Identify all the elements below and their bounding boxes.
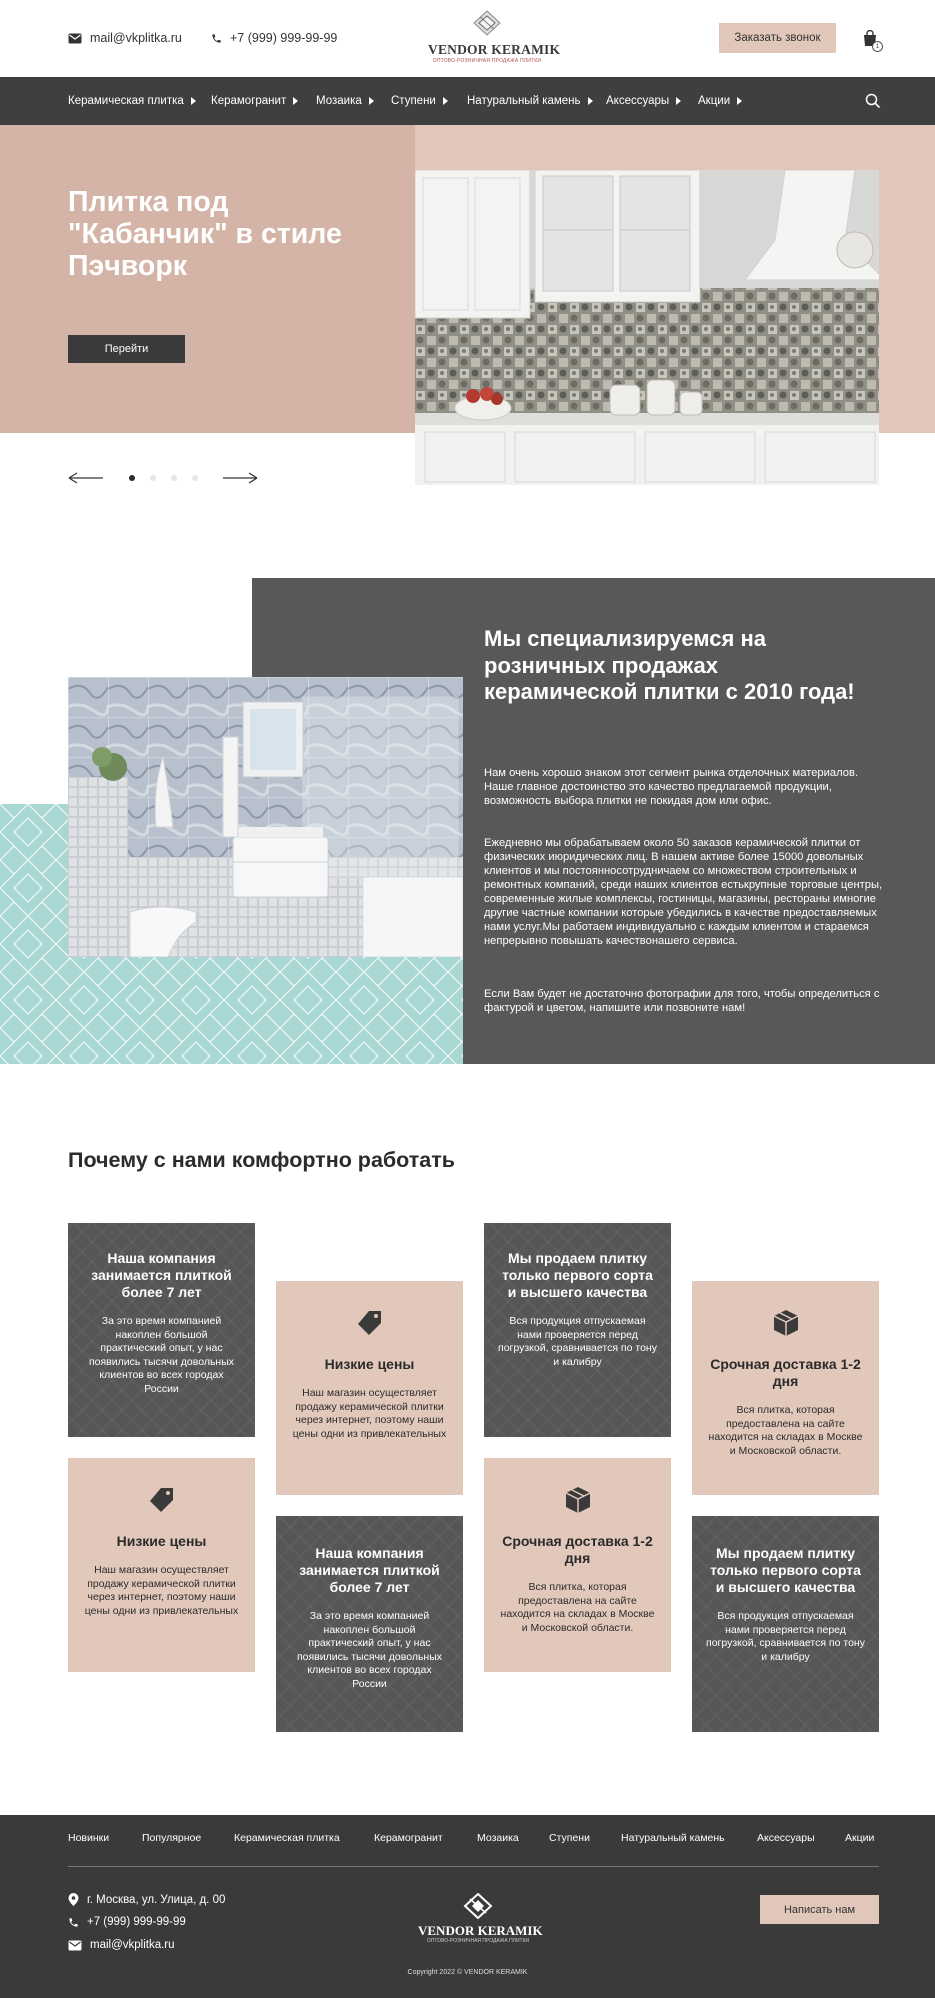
feature-card-text: Наш магазин осуществляет продажу керамической плитки через интернет, поэтому наши цены одни из привлекательных [84,1564,239,1617]
logo-name: VENDOR KERAMIK [428,42,561,57]
footer-link-promotions[interactable]: Акции [845,1832,875,1844]
footer-phone[interactable] [68,1916,186,1928]
footer-email-text[interactable]: mail@vkplitka.ru [90,1939,175,1951]
feature-card-quality [484,1223,671,1437]
footer-link-popular[interactable]: Популярное [142,1832,202,1844]
nav-item-label: Керамогранит [211,95,287,107]
logo-mark-icon [461,1893,495,1919]
nav-item-label: Ступени [391,95,436,107]
feature-card-text: Вся продукция отпускаемая нами проверяется перед погрузкой, сравнивается по тону и калибру [498,1315,657,1368]
nav-item-mosaic[interactable] [316,77,374,125]
main-nav [0,77,935,125]
footer-divider [68,1866,879,1867]
feature-card-title: Наша компания занимается плиткой более 7 лет [91,1250,232,1300]
logo-subtitle: ОПТОВО-РОЗНИЧНАЯ ПРОДАЖА ПЛИТКИ [432,58,542,64]
why-section-title: Почему с нами комфортно работать [68,1148,456,1172]
feature-card-text: Наш магазин осуществляет продажу керамической плитки через интернет, поэтому наши цены одни из привлекательных [292,1387,447,1440]
footer-address-text: г. Москва, ул. Улица, д. 00 [87,1893,226,1906]
mail-icon [68,33,82,44]
price-tag-icon [355,1308,385,1338]
order-call-button[interactable]: Заказать звонок [719,23,836,53]
site-header [0,0,935,77]
feature-card-title: Наша компания занимается плиткой более 7 лет [299,1545,440,1595]
footer-link-new[interactable]: Новинки [68,1832,110,1844]
header-email[interactable] [68,31,182,45]
nav-item-accessories[interactable] [606,77,681,125]
hero-title: Плитка под "Кабанчик" в стиле Пэчворк [68,186,342,282]
footer-phone-text[interactable]: +7 (999) 999-99-99 [87,1916,186,1928]
header-phone-text[interactable]: +7 (999) 999-99-99 [230,31,338,45]
slider-dot-4[interactable] [192,475,198,481]
slider-next-arrow-icon[interactable] [222,472,258,484]
mail-icon [68,1940,82,1951]
nav-item-porcelain[interactable] [211,77,298,125]
chevron-right-icon [369,97,374,105]
nav-item-label: Керамическая плитка [68,95,184,107]
nav-item-natural-stone[interactable] [467,77,593,125]
feature-card-experience [68,1223,255,1437]
footer-logo-name: VENDOR KERAMIK [418,1923,543,1938]
feature-card-low-prices [68,1458,255,1672]
chevron-right-icon [191,97,196,105]
about-paragraph-3: Если Вам будет не достаточно фотографии для того, чтобы определиться с фактурой и цветом, напишите или позвоните нам! [484,988,880,1014]
hero-kitchen-image [415,170,879,485]
feature-card-text: За это время компанией накоплен большой практический опыт, у нас появились тысячи довольных клиентов во всех городах России [88,1315,235,1395]
feature-card-text: За это время компанией накоплен большой практический опыт, у нас появились тысячи довольных клиентов во всех городах России [296,1610,443,1690]
site-logo[interactable] [428,10,561,66]
feature-card-low-prices [276,1281,463,1495]
footer-link-accessories[interactable]: Аксессуары [757,1832,815,1844]
chevron-right-icon [588,97,593,105]
header-email-text[interactable]: mail@vkplitka.ru [90,31,182,45]
about-paragraph-1: Нам очень хорошо знаком этот сегмент рынка отделочных материалов. Наше главное достоинство это качество предлагаемой продукции, возможность выбора плитки не покидая дом или офис. [484,767,859,807]
header-phone[interactable] [211,31,337,45]
slider-dot-3[interactable] [171,475,177,481]
footer-link-steps[interactable]: Ступени [549,1832,590,1844]
feature-card-delivery [484,1458,671,1672]
about-title: Мы специализируемся на розничных продажах керамической плитки с 2010 года! [484,626,855,704]
chevron-right-icon [443,97,448,105]
about-bathroom-image [68,677,463,957]
feature-card-title: Низкие цены [116,1533,207,1549]
location-pin-icon [68,1893,79,1906]
nav-item-label: Мозаика [316,95,362,107]
box-icon [771,1308,801,1338]
phone-icon [211,33,222,44]
phone-icon [68,1917,79,1928]
nav-item-ceramic-tile[interactable] [68,77,196,125]
footer-link-natural-stone[interactable]: Натуральный камень [621,1832,725,1844]
feature-card-title: Срочная доставка 1-2 дня [502,1533,653,1566]
logo-mark-icon [470,10,504,36]
footer-logo-subtitle: ОПТОВО-РОЗНИЧНАЯ ПРОДАЖА ПЛИТКИ [426,1938,530,1944]
footer-link-porcelain[interactable]: Керамогранит [374,1832,443,1844]
cart-count-badge: 1 [872,41,883,52]
chevron-right-icon [293,97,298,105]
feature-card-text: Вся продукция отпускаемая нами проверяется перед погрузкой, сравнивается по тону и калибру [706,1610,865,1663]
feature-card-title: Мы продаем плитку только первого сорта и высшего качества [710,1545,861,1595]
feature-card-delivery [692,1281,879,1495]
footer-logo[interactable] [418,1893,543,1944]
feature-card-title: Мы продаем плитку только первого сорта и высшего качества [502,1250,653,1300]
hero-go-button[interactable]: Перейти [68,335,185,363]
price-tag-icon [147,1485,177,1515]
chevron-right-icon [737,97,742,105]
feature-card-text: Вся плитка, которая предоставлена на сайте находится на складах в Москве и Московской области. [708,1404,863,1457]
slider-prev-arrow-icon[interactable] [68,472,104,484]
footer-address [68,1893,225,1906]
feature-card-text: Вся плитка, которая предоставлена на сайте находится на складах в Москве и Московской области. [500,1581,655,1634]
search-icon[interactable] [865,93,881,109]
write-to-us-button[interactable]: Написать нам [760,1895,879,1924]
cart-button[interactable] [862,30,882,54]
slider-dot-2[interactable] [150,475,156,481]
feature-card-title: Низкие цены [324,1356,415,1372]
feature-card-quality [692,1516,879,1732]
nav-item-label: Аксессуары [606,95,670,107]
box-icon [563,1485,593,1515]
nav-item-promotions[interactable] [698,77,742,125]
footer-link-mosaic[interactable]: Мозаика [477,1832,519,1844]
nav-item-steps[interactable] [391,77,448,125]
feature-card-experience [276,1516,463,1732]
feature-card-title: Срочная доставка 1-2 дня [710,1356,861,1389]
nav-item-label: Натуральный камень [467,95,581,107]
footer-email[interactable] [68,1939,175,1951]
about-paragraph-2: Ежедневно мы обрабатываем около 50 заказов керамической плитки от физических июридических лиц. В нашем активе более 15000 довольных клиентов и мы постоянносотрудничаем со множеством строительных и ремонтных компаний, среди наших клиентов естькрупные торговые центры, современные жилые комплексы, гостиницы, магазины, рестораны имногие другие частные компании которые убедились в качестве предоставляемых нами услуг.Мы работаем индивидуально с каждым клиентом и стараемся непрерывно повышать качествонашего сервиса. [484,837,883,947]
chevron-right-icon [676,97,681,105]
copyright: Copyright 2022 © VENDOR KERAMIK [407,1969,528,1976]
nav-item-label: Акции [698,95,731,107]
footer-link-ceramic-tile[interactable]: Керамическая плитка [234,1832,340,1844]
slider-dot-1[interactable] [129,475,135,481]
